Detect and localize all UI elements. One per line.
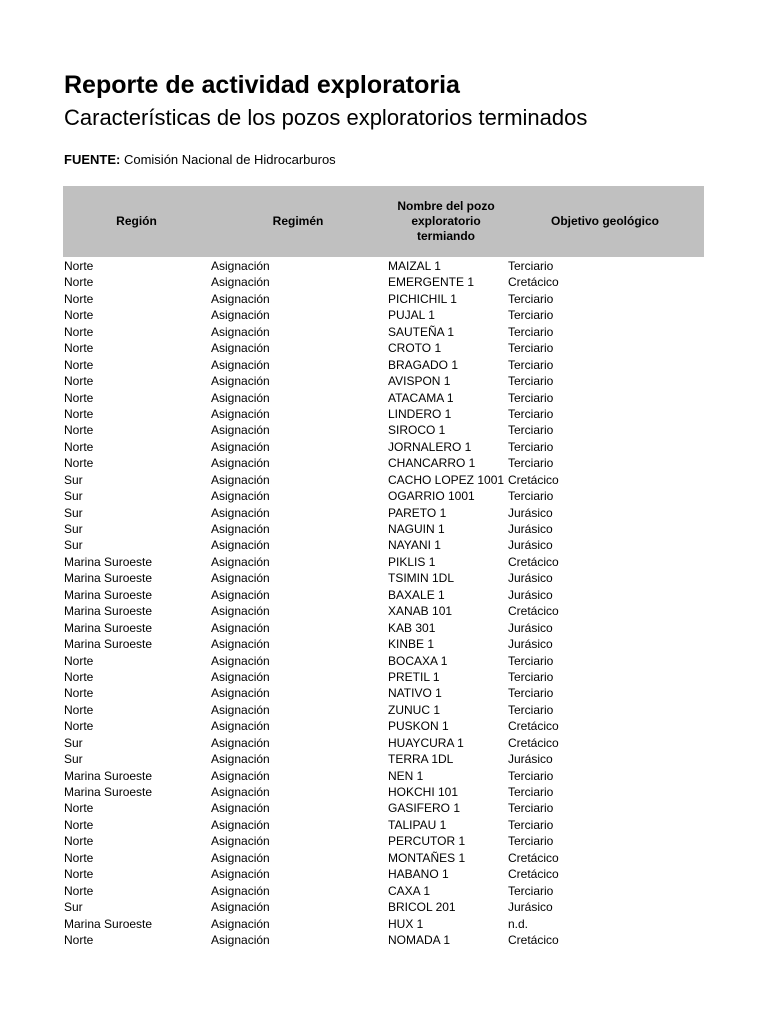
cell-geologic-objective: Terciario — [508, 324, 554, 339]
cell-well-name: CACHO LOPEZ 1001 — [388, 472, 505, 487]
cell-region: Norte — [64, 653, 94, 668]
table-row — [0, 932, 768, 948]
column-header-geologic-objective: Objetivo geológico — [550, 214, 659, 228]
cell-well-name: OGARRIO 1001 — [388, 489, 475, 504]
cell-region: Norte — [64, 390, 94, 405]
table-row — [0, 685, 768, 701]
cell-geologic-objective: Terciario — [508, 686, 554, 701]
table-row — [0, 488, 768, 504]
table-row — [0, 768, 768, 784]
cell-region: Marina Suroeste — [64, 785, 153, 799]
cell-well-name: CAXA 1 — [388, 883, 431, 898]
cell-region: Marina Suroeste — [64, 554, 153, 569]
table-row — [0, 274, 768, 290]
table-row — [0, 850, 768, 866]
cell-geologic-objective: Jurásico — [508, 522, 553, 536]
cell-regimen: Asignación — [211, 390, 270, 405]
cell-geologic-objective: Cretácico — [508, 719, 559, 734]
cell-regimen: Asignación — [211, 259, 270, 273]
cell-region: Sur — [64, 489, 83, 504]
cell-regimen: Asignación — [211, 637, 270, 652]
cell-region: Sur — [64, 752, 83, 767]
cell-regimen: Asignación — [211, 867, 270, 882]
cell-well-name: ATACAMA 1 — [388, 390, 454, 405]
table-row — [0, 537, 768, 553]
table-row — [0, 653, 768, 669]
table-row — [0, 258, 768, 274]
table-row — [0, 800, 768, 816]
cell-region: Norte — [64, 357, 94, 372]
cell-well-name: PRETIL 1 — [388, 669, 440, 684]
table-body — [0, 258, 768, 948]
cell-region: Norte — [64, 291, 94, 306]
cell-geologic-objective: Terciario — [508, 357, 554, 372]
cell-regimen: Asignación — [211, 834, 270, 849]
cell-regimen: Asignación — [211, 719, 270, 734]
cell-well-name: PICHICHIL 1 — [388, 291, 457, 306]
cell-geologic-objective: Cretácico — [508, 867, 559, 882]
cell-regimen: Asignación — [211, 374, 270, 389]
cell-well-name: PARETO 1 — [388, 505, 447, 520]
cell-geologic-objective: Cretácico — [508, 604, 559, 619]
table-row — [0, 455, 768, 471]
report-subtitle: Características de los pozos exploratorios terminados — [64, 105, 588, 130]
cell-well-name: TSIMIN 1DL — [388, 571, 455, 586]
report-title: Reporte de actividad exploratoria — [64, 71, 460, 99]
cell-regimen: Asignación — [211, 489, 270, 504]
source-label: FUENTE: — [64, 152, 121, 167]
cell-regimen: Asignación — [211, 522, 270, 536]
table-row — [0, 570, 768, 586]
cell-regimen: Asignación — [211, 785, 270, 799]
cell-region: Norte — [64, 439, 94, 454]
table-row — [0, 554, 768, 570]
cell-well-name: KINBE 1 — [388, 637, 435, 652]
cell-geologic-objective: Terciario — [508, 456, 554, 471]
cell-regimen: Asignación — [211, 439, 270, 454]
cell-region: Norte — [64, 324, 94, 339]
table-row — [0, 735, 768, 751]
cell-region: Norte — [64, 834, 94, 849]
cell-region: Norte — [64, 719, 94, 734]
cell-geologic-objective: Terciario — [508, 834, 554, 849]
cell-geologic-objective: Terciario — [508, 390, 554, 405]
table-row — [0, 702, 768, 718]
table-row — [0, 422, 768, 438]
table-row — [0, 472, 768, 488]
table-row — [0, 373, 768, 389]
cell-geologic-objective: Cretácico — [508, 472, 559, 487]
cell-well-name: TERRA 1DL — [388, 752, 454, 767]
cell-well-name: TALIPAU 1 — [388, 817, 447, 832]
cell-regimen: Asignación — [211, 505, 270, 520]
column-header-well-name: Nombre del pozo exploratorio termiando — [397, 199, 495, 243]
cell-region: Norte — [64, 423, 94, 438]
cell-region: Norte — [64, 406, 94, 421]
table-row — [0, 916, 768, 932]
cell-regimen: Asignación — [211, 423, 270, 438]
cell-region: Sur — [64, 538, 83, 553]
cell-well-name: NAYANI 1 — [388, 538, 441, 553]
cell-geologic-objective: Terciario — [508, 259, 554, 273]
cell-region: Norte — [64, 686, 94, 701]
cell-well-name: NOMADA 1 — [388, 932, 451, 947]
cell-well-name: SAUTEÑA 1 — [388, 324, 455, 339]
cell-well-name: MONTAÑES 1 — [388, 850, 466, 865]
cell-region: Marina Suroeste — [64, 637, 153, 652]
cell-geologic-objective: Terciario — [508, 702, 554, 717]
cell-well-name: PUSKON 1 — [388, 719, 449, 734]
table-row — [0, 521, 768, 537]
cell-well-name: PERCUTOR 1 — [388, 834, 466, 849]
cell-well-name: BOCAXA 1 — [388, 653, 448, 668]
cell-geologic-objective: Terciario — [508, 785, 554, 799]
table-row — [0, 883, 768, 899]
cell-geologic-objective: n.d. — [508, 916, 529, 931]
table-row — [0, 669, 768, 685]
cell-geologic-objective: Terciario — [508, 291, 554, 306]
cell-well-name: GASIFERO 1 — [388, 801, 461, 816]
cell-well-name: HOKCHI 101 — [388, 785, 459, 799]
cell-geologic-objective: Terciario — [508, 341, 554, 356]
table-row — [0, 390, 768, 406]
cell-well-name: LINDERO 1 — [388, 406, 452, 421]
cell-well-name: BRAGADO 1 — [388, 357, 459, 372]
cell-regimen: Asignación — [211, 324, 270, 339]
table-row — [0, 833, 768, 849]
cell-regimen: Asignación — [211, 686, 270, 701]
cell-geologic-objective: Jurásico — [508, 900, 553, 915]
cell-regimen: Asignación — [211, 554, 270, 569]
cell-regimen: Asignación — [211, 538, 270, 553]
cell-region: Sur — [64, 900, 83, 915]
cell-well-name: JORNALERO 1 — [388, 439, 472, 454]
cell-regimen: Asignación — [211, 752, 270, 767]
cell-geologic-objective: Cretácico — [508, 275, 559, 290]
cell-well-name: CHANCARRO 1 — [388, 456, 476, 471]
cell-geologic-objective: Terciario — [508, 669, 554, 684]
cell-region: Sur — [64, 505, 83, 520]
table-row — [0, 718, 768, 734]
cell-regimen: Asignación — [211, 850, 270, 865]
column-header-regimen: Regimén — [272, 214, 324, 228]
cell-geologic-objective: Terciario — [508, 406, 554, 421]
cell-geologic-objective: Cretácico — [508, 850, 559, 865]
cell-regimen: Asignación — [211, 571, 270, 586]
cell-geologic-objective: Jurásico — [508, 538, 553, 553]
cell-geologic-objective: Cretácico — [508, 932, 559, 947]
table-row — [0, 636, 768, 652]
table-row — [0, 784, 768, 800]
cell-region: Marina Suroeste — [64, 587, 153, 602]
cell-regimen: Asignación — [211, 341, 270, 356]
source-line — [64, 151, 336, 168]
cell-region: Norte — [64, 883, 94, 898]
cell-well-name: MAIZAL 1 — [388, 259, 441, 273]
cell-well-name: BAXALE 1 — [388, 587, 445, 602]
cell-region: Norte — [64, 801, 94, 816]
cell-well-name: AVISPON 1 — [388, 374, 451, 389]
cell-well-name: HUX 1 — [388, 916, 424, 931]
cell-regimen: Asignación — [211, 883, 270, 898]
cell-geologic-objective: Terciario — [508, 374, 554, 389]
cell-regimen: Asignación — [211, 801, 270, 816]
cell-geologic-objective: Terciario — [508, 439, 554, 454]
cell-geologic-objective: Terciario — [508, 817, 554, 832]
cell-regimen: Asignación — [211, 702, 270, 717]
cell-well-name: HABANO 1 — [388, 867, 449, 882]
cell-regimen: Asignación — [211, 406, 270, 421]
cell-region: Norte — [64, 932, 94, 947]
cell-regimen: Asignación — [211, 817, 270, 832]
cell-well-name: BRICOL 201 — [388, 900, 456, 915]
cell-region: Marina Suroeste — [64, 768, 153, 783]
table-row — [0, 291, 768, 307]
cell-well-name: EMERGENTE 1 — [388, 275, 475, 290]
cell-regimen: Asignación — [211, 653, 270, 668]
source-text: Comisión Nacional de Hidrocarburos — [123, 152, 336, 167]
cell-region: Norte — [64, 456, 94, 471]
cell-regimen: Asignación — [211, 916, 270, 931]
cell-well-name: ZUNUC 1 — [388, 702, 441, 717]
cell-region: Norte — [64, 702, 94, 717]
cell-well-name: SIROCO 1 — [388, 423, 446, 438]
cell-geologic-objective: Jurásico — [508, 752, 553, 767]
cell-geologic-objective: Cretácico — [508, 554, 559, 569]
cell-geologic-objective: Terciario — [508, 883, 554, 898]
cell-geologic-objective: Jurásico — [508, 587, 553, 602]
cell-well-name: PIKLIS 1 — [388, 554, 436, 569]
cell-geologic-objective: Jurásico — [508, 571, 553, 586]
cell-well-name: HUAYCURA 1 — [388, 735, 464, 750]
cell-region: Marina Suroeste — [64, 604, 153, 619]
cell-region: Sur — [64, 472, 83, 487]
table-row — [0, 620, 768, 636]
table-row — [0, 899, 768, 915]
table-row — [0, 357, 768, 373]
cell-geologic-objective: Terciario — [508, 801, 554, 816]
cell-region: Marina Suroeste — [64, 571, 153, 586]
cell-regimen: Asignación — [211, 456, 270, 471]
cell-regimen: Asignación — [211, 291, 270, 306]
cell-regimen: Asignación — [211, 932, 270, 947]
cell-well-name: XANAB 101 — [388, 604, 453, 619]
cell-region: Norte — [64, 867, 94, 882]
cell-geologic-objective: Terciario — [508, 768, 554, 783]
table-row — [0, 603, 768, 619]
cell-geologic-objective: Terciario — [508, 489, 554, 504]
cell-region: Norte — [64, 374, 94, 389]
cell-regimen: Asignación — [211, 472, 270, 487]
table-row — [0, 439, 768, 455]
table-row — [0, 324, 768, 340]
cell-geologic-objective: Cretácico — [508, 735, 559, 750]
cell-well-name: KAB 301 — [388, 620, 436, 635]
cell-region: Sur — [64, 522, 83, 536]
cell-regimen: Asignación — [211, 275, 270, 290]
cell-region: Norte — [64, 669, 94, 684]
cell-geologic-objective: Terciario — [508, 308, 554, 323]
cell-region: Norte — [64, 308, 94, 323]
cell-regimen: Asignación — [211, 308, 270, 323]
cell-regimen: Asignación — [211, 620, 270, 635]
cell-region: Norte — [64, 341, 94, 356]
cell-region: Norte — [64, 817, 94, 832]
cell-geologic-objective: Jurásico — [508, 620, 553, 635]
cell-well-name: CROTO 1 — [388, 341, 442, 356]
table-row — [0, 307, 768, 323]
column-header-region: Región — [116, 214, 157, 228]
cell-well-name: PUJAL 1 — [388, 308, 435, 323]
cell-regimen: Asignación — [211, 669, 270, 684]
cell-regimen: Asignación — [211, 587, 270, 602]
cell-regimen: Asignación — [211, 900, 270, 915]
table-row — [0, 505, 768, 521]
cell-geologic-objective: Jurásico — [508, 505, 553, 520]
cell-regimen: Asignación — [211, 604, 270, 619]
cell-well-name: NATIVO 1 — [388, 686, 442, 701]
table-row — [0, 587, 768, 603]
cell-region: Norte — [64, 850, 94, 865]
cell-regimen: Asignación — [211, 768, 270, 783]
cell-geologic-objective: Terciario — [508, 423, 554, 438]
cell-geologic-objective: Terciario — [508, 653, 554, 668]
cell-geologic-objective: Jurásico — [508, 637, 553, 652]
table-row — [0, 751, 768, 767]
table-row — [0, 817, 768, 833]
cell-region: Sur — [64, 735, 83, 750]
cell-region: Norte — [64, 275, 94, 290]
table-row — [0, 866, 768, 882]
cell-regimen: Asignación — [211, 735, 270, 750]
cell-regimen: Asignación — [211, 357, 270, 372]
table-row — [0, 340, 768, 356]
table-header — [63, 186, 704, 257]
table-row — [0, 406, 768, 422]
cell-well-name: NAGUIN 1 — [388, 522, 445, 536]
cell-region: Marina Suroeste — [64, 620, 153, 635]
cell-well-name: NEN 1 — [388, 768, 424, 783]
cell-region: Norte — [64, 259, 94, 273]
cell-region: Marina Suroeste — [64, 916, 153, 931]
